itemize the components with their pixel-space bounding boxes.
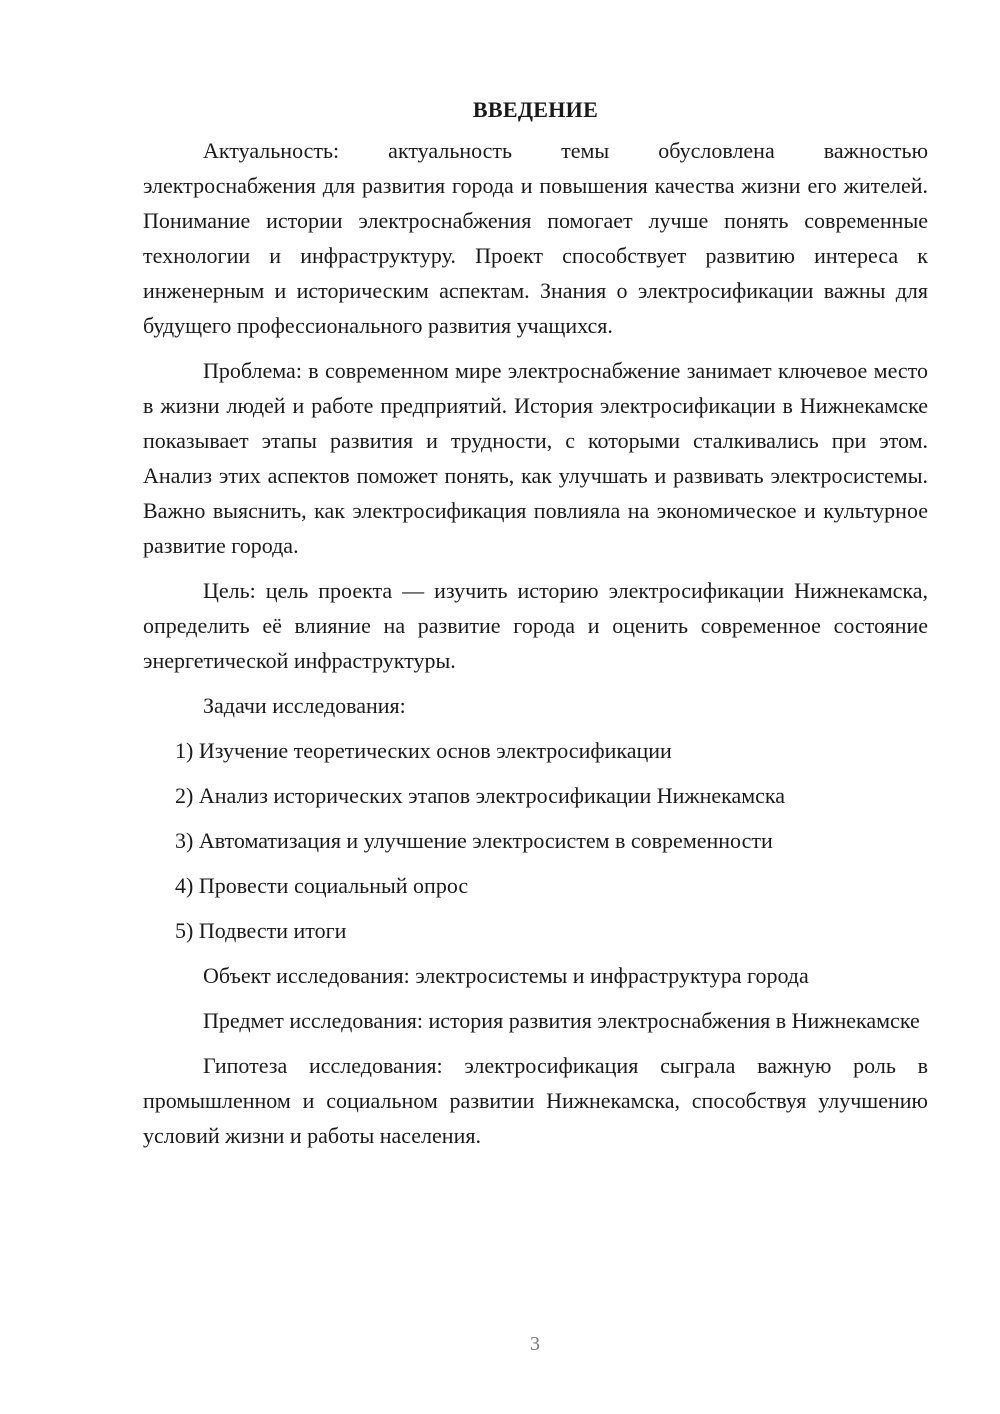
- relevance-paragraph: Актуальность: актуальность темы обусловлена важностью электроснабжения для развития города и повышения качества жизни его жителей. Понимание истории электроснабжения помогает лучше понять современные технологии и инфраструктуру. Проект способствует развитию интереса к инженерным и историческим аспектам. Знания о электросификации важны для будущего профессионального развития учащихся.: [143, 138, 928, 338]
- task-item-2: 2) Анализ исторических этапов электросификации Нижнекамска: [175, 783, 786, 808]
- task-item-1: 1) Изучение теоретических основ электросификации: [175, 738, 672, 763]
- task-item-3: 3) Автоматизация и улучшение электросистем в современности: [175, 828, 773, 853]
- page-content: [143, 92, 928, 1163]
- subject-paragraph: Предмет исследования: история развития электроснабжения в Нижнекамске: [203, 1008, 920, 1033]
- page-number: 3: [530, 1333, 540, 1355]
- object-line: Объект исследования: электросистемы и инфраструктура города: [203, 963, 809, 988]
- hypothesis-paragraph: Гипотеза исследования: электросификация сыграла важную роль в промышленном и социальном развитии Нижнекамска, способствуя улучшению условий жизни и работы населения.: [143, 1053, 928, 1148]
- goal-paragraph: Цель: цель проекта — изучить историю электросификации Нижнекамска, определить её влияние на развитие города и оценить современное состояние энергетической инфраструктуры.: [143, 578, 928, 673]
- section-title: ВВЕДЕНИЕ: [472, 97, 599, 122]
- task-item-4: 4) Провести социальный опрос: [175, 873, 469, 898]
- problem-paragraph: Проблема: в современном мире электроснабжение занимает ключевое место в жизни людей и работе предприятий. История электросификации в Нижнекамске показывает этапы развития и трудности, с которыми сталкивались при этом. Анализ этих аспектов поможет понять, как улучшать и развивать электросистемы. Важно выяснить, как электросификация повлияла на экономическое и культурное развитие города.: [143, 358, 928, 558]
- tasks-heading: Задачи исследования:: [203, 693, 406, 718]
- task-item-5: 5) Подвести итоги: [175, 918, 347, 943]
